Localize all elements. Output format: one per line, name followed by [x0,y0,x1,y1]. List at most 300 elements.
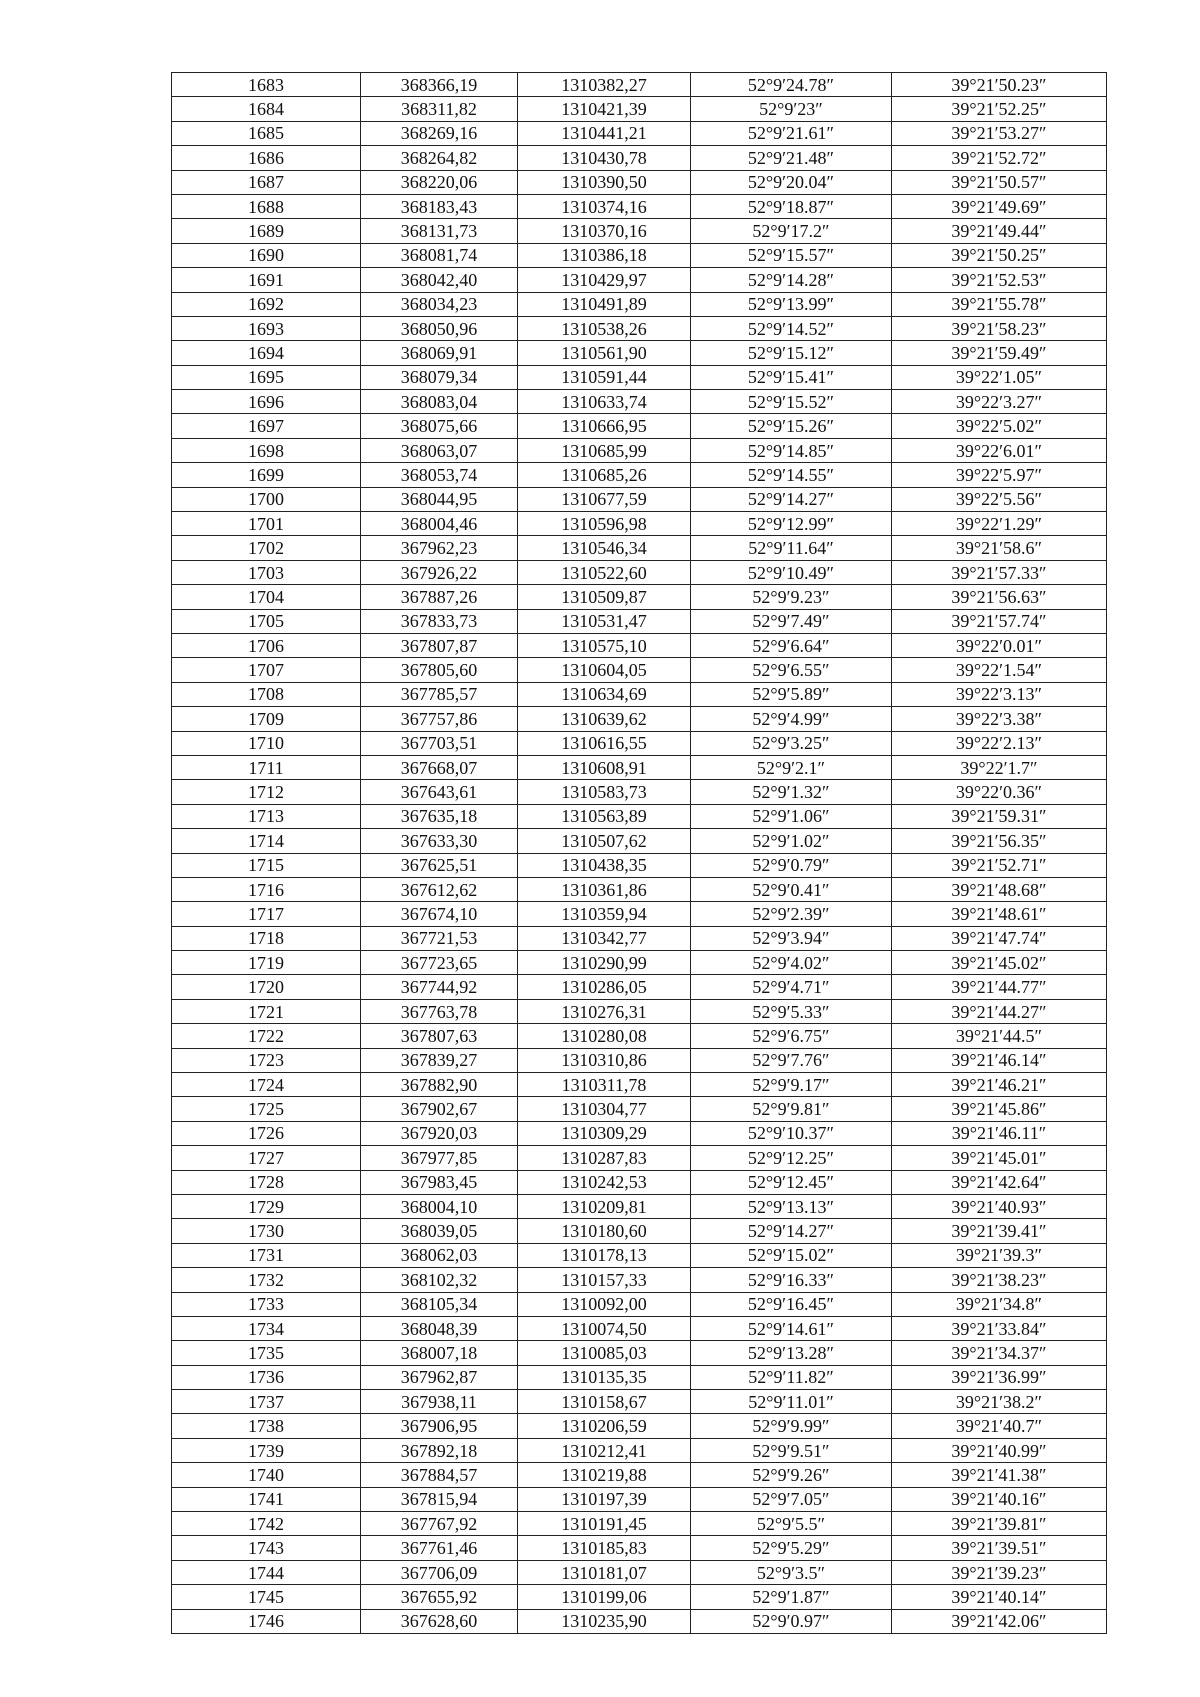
longitude-cell: 39°21′50.23″ [892,73,1107,97]
longitude-cell: 39°22′5.56″ [892,487,1107,511]
latitude-cell: 52°9′21.61″ [691,121,892,145]
table-row [172,1268,1107,1292]
latitude-cell: 52°9′4.99″ [691,707,892,731]
latitude-cell: 52°9′11.82″ [691,1365,892,1389]
y-coordinate-cell: 1310276,31 [518,999,691,1023]
point-number-cell: 1735 [172,1341,361,1365]
y-coordinate-cell: 1310085,03 [518,1341,691,1365]
table-row [172,877,1107,901]
point-number-cell: 1709 [172,707,361,731]
y-coordinate-cell: 1310509,87 [518,585,691,609]
latitude-cell: 52°9′0.97″ [691,1609,892,1633]
x-coordinate-cell: 367920,03 [361,1121,518,1145]
longitude-cell: 39°21′40.7″ [892,1414,1107,1438]
point-number-cell: 1746 [172,1609,361,1633]
point-number-cell: 1707 [172,658,361,682]
point-number-cell: 1730 [172,1219,361,1243]
latitude-cell: 52°9′9.99″ [691,1414,892,1438]
latitude-cell: 52°9′15.26″ [691,414,892,438]
coordinates-table [171,72,1107,1634]
point-number-cell: 1684 [172,97,361,121]
x-coordinate-cell: 367674,10 [361,902,518,926]
latitude-cell: 52°9′15.52″ [691,390,892,414]
x-coordinate-cell: 368062,03 [361,1243,518,1267]
x-coordinate-cell: 367983,45 [361,1170,518,1194]
table-row [172,97,1107,121]
x-coordinate-cell: 367833,73 [361,609,518,633]
table-row [172,1609,1107,1633]
latitude-cell: 52°9′11.64″ [691,536,892,560]
latitude-cell: 52°9′16.45″ [691,1292,892,1316]
longitude-cell: 39°21′48.61″ [892,902,1107,926]
x-coordinate-cell: 367887,26 [361,585,518,609]
longitude-cell: 39°21′40.93″ [892,1194,1107,1218]
point-number-cell: 1688 [172,194,361,218]
point-number-cell: 1745 [172,1585,361,1609]
x-coordinate-cell: 367633,30 [361,829,518,853]
y-coordinate-cell: 1310507,62 [518,829,691,853]
longitude-cell: 39°22′5.97″ [892,463,1107,487]
latitude-cell: 52°9′16.33″ [691,1268,892,1292]
y-coordinate-cell: 1310616,55 [518,731,691,755]
point-number-cell: 1733 [172,1292,361,1316]
x-coordinate-cell: 368220,06 [361,170,518,194]
latitude-cell: 52°9′14.27″ [691,1219,892,1243]
table-row [172,1292,1107,1316]
point-number-cell: 1710 [172,731,361,755]
longitude-cell: 39°21′56.63″ [892,585,1107,609]
longitude-cell: 39°21′46.11″ [892,1121,1107,1145]
y-coordinate-cell: 1310180,60 [518,1219,691,1243]
latitude-cell: 52°9′9.17″ [691,1073,892,1097]
y-coordinate-cell: 1310633,74 [518,390,691,414]
table-row [172,73,1107,97]
y-coordinate-cell: 1310199,06 [518,1585,691,1609]
y-coordinate-cell: 1310491,89 [518,292,691,316]
y-coordinate-cell: 1310158,67 [518,1390,691,1414]
x-coordinate-cell: 367655,92 [361,1585,518,1609]
x-coordinate-cell: 367723,65 [361,951,518,975]
longitude-cell: 39°22′0.01″ [892,633,1107,657]
longitude-cell: 39°21′46.21″ [892,1073,1107,1097]
longitude-cell: 39°22′1.05″ [892,365,1107,389]
latitude-cell: 52°9′2.1″ [691,755,892,779]
y-coordinate-cell: 1310677,59 [518,487,691,511]
point-number-cell: 1706 [172,633,361,657]
latitude-cell: 52°9′9.23″ [691,585,892,609]
point-number-cell: 1712 [172,780,361,804]
x-coordinate-cell: 367962,87 [361,1365,518,1389]
longitude-cell: 39°22′3.27″ [892,390,1107,414]
latitude-cell: 52°9′11.01″ [691,1390,892,1414]
longitude-cell: 39°21′57.33″ [892,560,1107,584]
y-coordinate-cell: 1310310,86 [518,1048,691,1072]
y-coordinate-cell: 1310441,21 [518,121,691,145]
x-coordinate-cell: 367977,85 [361,1146,518,1170]
latitude-cell: 52°9′1.02″ [691,829,892,853]
y-coordinate-cell: 1310386,18 [518,243,691,267]
y-coordinate-cell: 1310290,99 [518,951,691,975]
y-coordinate-cell: 1310666,95 [518,414,691,438]
x-coordinate-cell: 368042,40 [361,268,518,292]
x-coordinate-cell: 367882,90 [361,1073,518,1097]
table-row [172,536,1107,560]
table-row [172,268,1107,292]
table-row [172,1316,1107,1340]
y-coordinate-cell: 1310596,98 [518,512,691,536]
point-number-cell: 1724 [172,1073,361,1097]
y-coordinate-cell: 1310280,08 [518,1024,691,1048]
y-coordinate-cell: 1310361,86 [518,877,691,901]
table-row [172,658,1107,682]
point-number-cell: 1714 [172,829,361,853]
longitude-cell: 39°21′59.31″ [892,804,1107,828]
x-coordinate-cell: 368075,66 [361,414,518,438]
x-coordinate-cell: 368053,74 [361,463,518,487]
table-row [172,999,1107,1023]
longitude-cell: 39°22′6.01″ [892,438,1107,462]
point-number-cell: 1731 [172,1243,361,1267]
latitude-cell: 52°9′3.25″ [691,731,892,755]
table-row [172,146,1107,170]
x-coordinate-cell: 368131,73 [361,219,518,243]
x-coordinate-cell: 367757,86 [361,707,518,731]
x-coordinate-cell: 367902,67 [361,1097,518,1121]
point-number-cell: 1685 [172,121,361,145]
x-coordinate-cell: 367926,22 [361,560,518,584]
table-row [172,1414,1107,1438]
table-row [172,585,1107,609]
table-row [172,1463,1107,1487]
table-row [172,1024,1107,1048]
x-coordinate-cell: 368007,18 [361,1341,518,1365]
x-coordinate-cell: 367643,61 [361,780,518,804]
point-number-cell: 1690 [172,243,361,267]
point-number-cell: 1717 [172,902,361,926]
longitude-cell: 39°21′39.23″ [892,1560,1107,1584]
point-number-cell: 1711 [172,755,361,779]
table-row [172,243,1107,267]
table-row [172,170,1107,194]
y-coordinate-cell: 1310639,62 [518,707,691,731]
x-coordinate-cell: 367906,95 [361,1414,518,1438]
x-coordinate-cell: 368044,95 [361,487,518,511]
latitude-cell: 52°9′7.49″ [691,609,892,633]
y-coordinate-cell: 1310304,77 [518,1097,691,1121]
x-coordinate-cell: 367635,18 [361,804,518,828]
y-coordinate-cell: 1310538,26 [518,316,691,340]
x-coordinate-cell: 368311,82 [361,97,518,121]
longitude-cell: 39°21′44.77″ [892,975,1107,999]
x-coordinate-cell: 367625,51 [361,853,518,877]
point-number-cell: 1708 [172,682,361,706]
latitude-cell: 52°9′0.79″ [691,853,892,877]
point-number-cell: 1686 [172,146,361,170]
point-number-cell: 1722 [172,1024,361,1048]
point-number-cell: 1742 [172,1512,361,1536]
longitude-cell: 39°21′52.53″ [892,268,1107,292]
longitude-cell: 39°21′34.37″ [892,1341,1107,1365]
point-number-cell: 1739 [172,1438,361,1462]
point-number-cell: 1694 [172,341,361,365]
table-row [172,1536,1107,1560]
x-coordinate-cell: 368264,82 [361,146,518,170]
table-row [172,780,1107,804]
table-body [172,73,1107,1634]
table-row [172,463,1107,487]
longitude-cell: 39°21′47.74″ [892,926,1107,950]
table-row [172,1048,1107,1072]
latitude-cell: 52°9′5.33″ [691,999,892,1023]
table-row [172,755,1107,779]
point-number-cell: 1727 [172,1146,361,1170]
latitude-cell: 52°9′10.49″ [691,560,892,584]
x-coordinate-cell: 368366,19 [361,73,518,97]
y-coordinate-cell: 1310421,39 [518,97,691,121]
longitude-cell: 39°21′45.01″ [892,1146,1107,1170]
point-number-cell: 1738 [172,1414,361,1438]
point-number-cell: 1740 [172,1463,361,1487]
x-coordinate-cell: 367761,46 [361,1536,518,1560]
longitude-cell: 39°21′39.81″ [892,1512,1107,1536]
point-number-cell: 1692 [172,292,361,316]
longitude-cell: 39°21′41.38″ [892,1463,1107,1487]
latitude-cell: 52°9′12.45″ [691,1170,892,1194]
y-coordinate-cell: 1310374,16 [518,194,691,218]
table-row [172,926,1107,950]
latitude-cell: 52°9′6.55″ [691,658,892,682]
table-row [172,1341,1107,1365]
x-coordinate-cell: 367612,62 [361,877,518,901]
y-coordinate-cell: 1310197,39 [518,1487,691,1511]
point-number-cell: 1725 [172,1097,361,1121]
latitude-cell: 52°9′1.06″ [691,804,892,828]
point-number-cell: 1741 [172,1487,361,1511]
table-row [172,341,1107,365]
table-row [172,1097,1107,1121]
point-number-cell: 1705 [172,609,361,633]
x-coordinate-cell: 367807,87 [361,633,518,657]
longitude-cell: 39°22′5.02″ [892,414,1107,438]
latitude-cell: 52°9′15.57″ [691,243,892,267]
table-row [172,487,1107,511]
y-coordinate-cell: 1310287,83 [518,1146,691,1170]
longitude-cell: 39°21′42.64″ [892,1170,1107,1194]
x-coordinate-cell: 367668,07 [361,755,518,779]
longitude-cell: 39°21′38.23″ [892,1268,1107,1292]
latitude-cell: 52°9′1.87″ [691,1585,892,1609]
y-coordinate-cell: 1310604,05 [518,658,691,682]
y-coordinate-cell: 1310219,88 [518,1463,691,1487]
longitude-cell: 39°21′52.72″ [892,146,1107,170]
latitude-cell: 52°9′18.87″ [691,194,892,218]
point-number-cell: 1729 [172,1194,361,1218]
y-coordinate-cell: 1310185,83 [518,1536,691,1560]
x-coordinate-cell: 367938,11 [361,1390,518,1414]
point-number-cell: 1693 [172,316,361,340]
table-row [172,609,1107,633]
y-coordinate-cell: 1310181,07 [518,1560,691,1584]
y-coordinate-cell: 1310235,90 [518,1609,691,1633]
y-coordinate-cell: 1310685,26 [518,463,691,487]
x-coordinate-cell: 367721,53 [361,926,518,950]
table-row [172,975,1107,999]
x-coordinate-cell: 368063,07 [361,438,518,462]
x-coordinate-cell: 367884,57 [361,1463,518,1487]
table-row [172,1146,1107,1170]
latitude-cell: 52°9′7.05″ [691,1487,892,1511]
point-number-cell: 1734 [172,1316,361,1340]
longitude-cell: 39°22′3.13″ [892,682,1107,706]
y-coordinate-cell: 1310135,35 [518,1365,691,1389]
longitude-cell: 39°21′40.99″ [892,1438,1107,1462]
latitude-cell: 52°9′4.71″ [691,975,892,999]
table-row [172,438,1107,462]
x-coordinate-cell: 368081,74 [361,243,518,267]
table-row [172,1365,1107,1389]
longitude-cell: 39°21′55.78″ [892,292,1107,316]
y-coordinate-cell: 1310074,50 [518,1316,691,1340]
table-row [172,707,1107,731]
table-row [172,1585,1107,1609]
table-row [172,316,1107,340]
longitude-cell: 39°21′42.06″ [892,1609,1107,1633]
latitude-cell: 52°9′14.28″ [691,268,892,292]
table-row [172,1219,1107,1243]
point-number-cell: 1726 [172,1121,361,1145]
y-coordinate-cell: 1310608,91 [518,755,691,779]
y-coordinate-cell: 1310390,50 [518,170,691,194]
point-number-cell: 1715 [172,853,361,877]
y-coordinate-cell: 1310092,00 [518,1292,691,1316]
point-number-cell: 1703 [172,560,361,584]
longitude-cell: 39°21′39.41″ [892,1219,1107,1243]
table-row [172,365,1107,389]
longitude-cell: 39°21′52.71″ [892,853,1107,877]
table-row [172,194,1107,218]
longitude-cell: 39°21′59.49″ [892,341,1107,365]
y-coordinate-cell: 1310438,35 [518,853,691,877]
latitude-cell: 52°9′20.04″ [691,170,892,194]
point-number-cell: 1699 [172,463,361,487]
x-coordinate-cell: 367744,92 [361,975,518,999]
latitude-cell: 52°9′9.81″ [691,1097,892,1121]
longitude-cell: 39°22′2.13″ [892,731,1107,755]
point-number-cell: 1721 [172,999,361,1023]
latitude-cell: 52°9′4.02″ [691,951,892,975]
table-row [172,682,1107,706]
y-coordinate-cell: 1310382,27 [518,73,691,97]
point-number-cell: 1713 [172,804,361,828]
y-coordinate-cell: 1310178,13 [518,1243,691,1267]
y-coordinate-cell: 1310546,34 [518,536,691,560]
x-coordinate-cell: 367892,18 [361,1438,518,1462]
longitude-cell: 39°21′36.99″ [892,1365,1107,1389]
y-coordinate-cell: 1310522,60 [518,560,691,584]
longitude-cell: 39°21′34.8″ [892,1292,1107,1316]
longitude-cell: 39°21′46.14″ [892,1048,1107,1072]
x-coordinate-cell: 368004,10 [361,1194,518,1218]
longitude-cell: 39°22′0.36″ [892,780,1107,804]
longitude-cell: 39°21′39.3″ [892,1243,1107,1267]
longitude-cell: 39°21′38.2″ [892,1390,1107,1414]
longitude-cell: 39°21′52.25″ [892,97,1107,121]
latitude-cell: 52°9′3.5″ [691,1560,892,1584]
point-number-cell: 1687 [172,170,361,194]
longitude-cell: 39°21′58.6″ [892,536,1107,560]
longitude-cell: 39°21′44.27″ [892,999,1107,1023]
x-coordinate-cell: 368004,46 [361,512,518,536]
y-coordinate-cell: 1310531,47 [518,609,691,633]
latitude-cell: 52°9′6.75″ [691,1024,892,1048]
point-number-cell: 1701 [172,512,361,536]
y-coordinate-cell: 1310429,97 [518,268,691,292]
longitude-cell: 39°21′48.68″ [892,877,1107,901]
y-coordinate-cell: 1310561,90 [518,341,691,365]
point-number-cell: 1697 [172,414,361,438]
latitude-cell: 52°9′12.25″ [691,1146,892,1170]
table-row [172,292,1107,316]
longitude-cell: 39°21′33.84″ [892,1316,1107,1340]
longitude-cell: 39°21′50.57″ [892,170,1107,194]
longitude-cell: 39°21′45.86″ [892,1097,1107,1121]
latitude-cell: 52°9′5.89″ [691,682,892,706]
y-coordinate-cell: 1310563,89 [518,804,691,828]
latitude-cell: 52°9′5.29″ [691,1536,892,1560]
table-row [172,560,1107,584]
point-number-cell: 1700 [172,487,361,511]
table-row [172,853,1107,877]
latitude-cell: 52°9′14.55″ [691,463,892,487]
x-coordinate-cell: 367807,63 [361,1024,518,1048]
y-coordinate-cell: 1310212,41 [518,1438,691,1462]
longitude-cell: 39°22′1.7″ [892,755,1107,779]
table-row [172,951,1107,975]
point-number-cell: 1683 [172,73,361,97]
latitude-cell: 52°9′1.32″ [691,780,892,804]
x-coordinate-cell: 368039,05 [361,1219,518,1243]
point-number-cell: 1732 [172,1268,361,1292]
x-coordinate-cell: 368105,34 [361,1292,518,1316]
y-coordinate-cell: 1310430,78 [518,146,691,170]
longitude-cell: 39°21′53.27″ [892,121,1107,145]
table-row [172,731,1107,755]
y-coordinate-cell: 1310157,33 [518,1268,691,1292]
latitude-cell: 52°9′9.51″ [691,1438,892,1462]
longitude-cell: 39°21′45.02″ [892,951,1107,975]
table-row [172,1512,1107,1536]
latitude-cell: 52°9′24.78″ [691,73,892,97]
x-coordinate-cell: 368102,32 [361,1268,518,1292]
x-coordinate-cell: 368050,96 [361,316,518,340]
table-row [172,390,1107,414]
y-coordinate-cell: 1310206,59 [518,1414,691,1438]
longitude-cell: 39°21′56.35″ [892,829,1107,853]
longitude-cell: 39°21′57.74″ [892,609,1107,633]
y-coordinate-cell: 1310583,73 [518,780,691,804]
point-number-cell: 1736 [172,1365,361,1389]
table-row [172,804,1107,828]
x-coordinate-cell: 367815,94 [361,1487,518,1511]
point-number-cell: 1704 [172,585,361,609]
latitude-cell: 52°9′5.5″ [691,1512,892,1536]
x-coordinate-cell: 368269,16 [361,121,518,145]
x-coordinate-cell: 368048,39 [361,1316,518,1340]
longitude-cell: 39°22′3.38″ [892,707,1107,731]
y-coordinate-cell: 1310311,78 [518,1073,691,1097]
y-coordinate-cell: 1310591,44 [518,365,691,389]
point-number-cell: 1720 [172,975,361,999]
